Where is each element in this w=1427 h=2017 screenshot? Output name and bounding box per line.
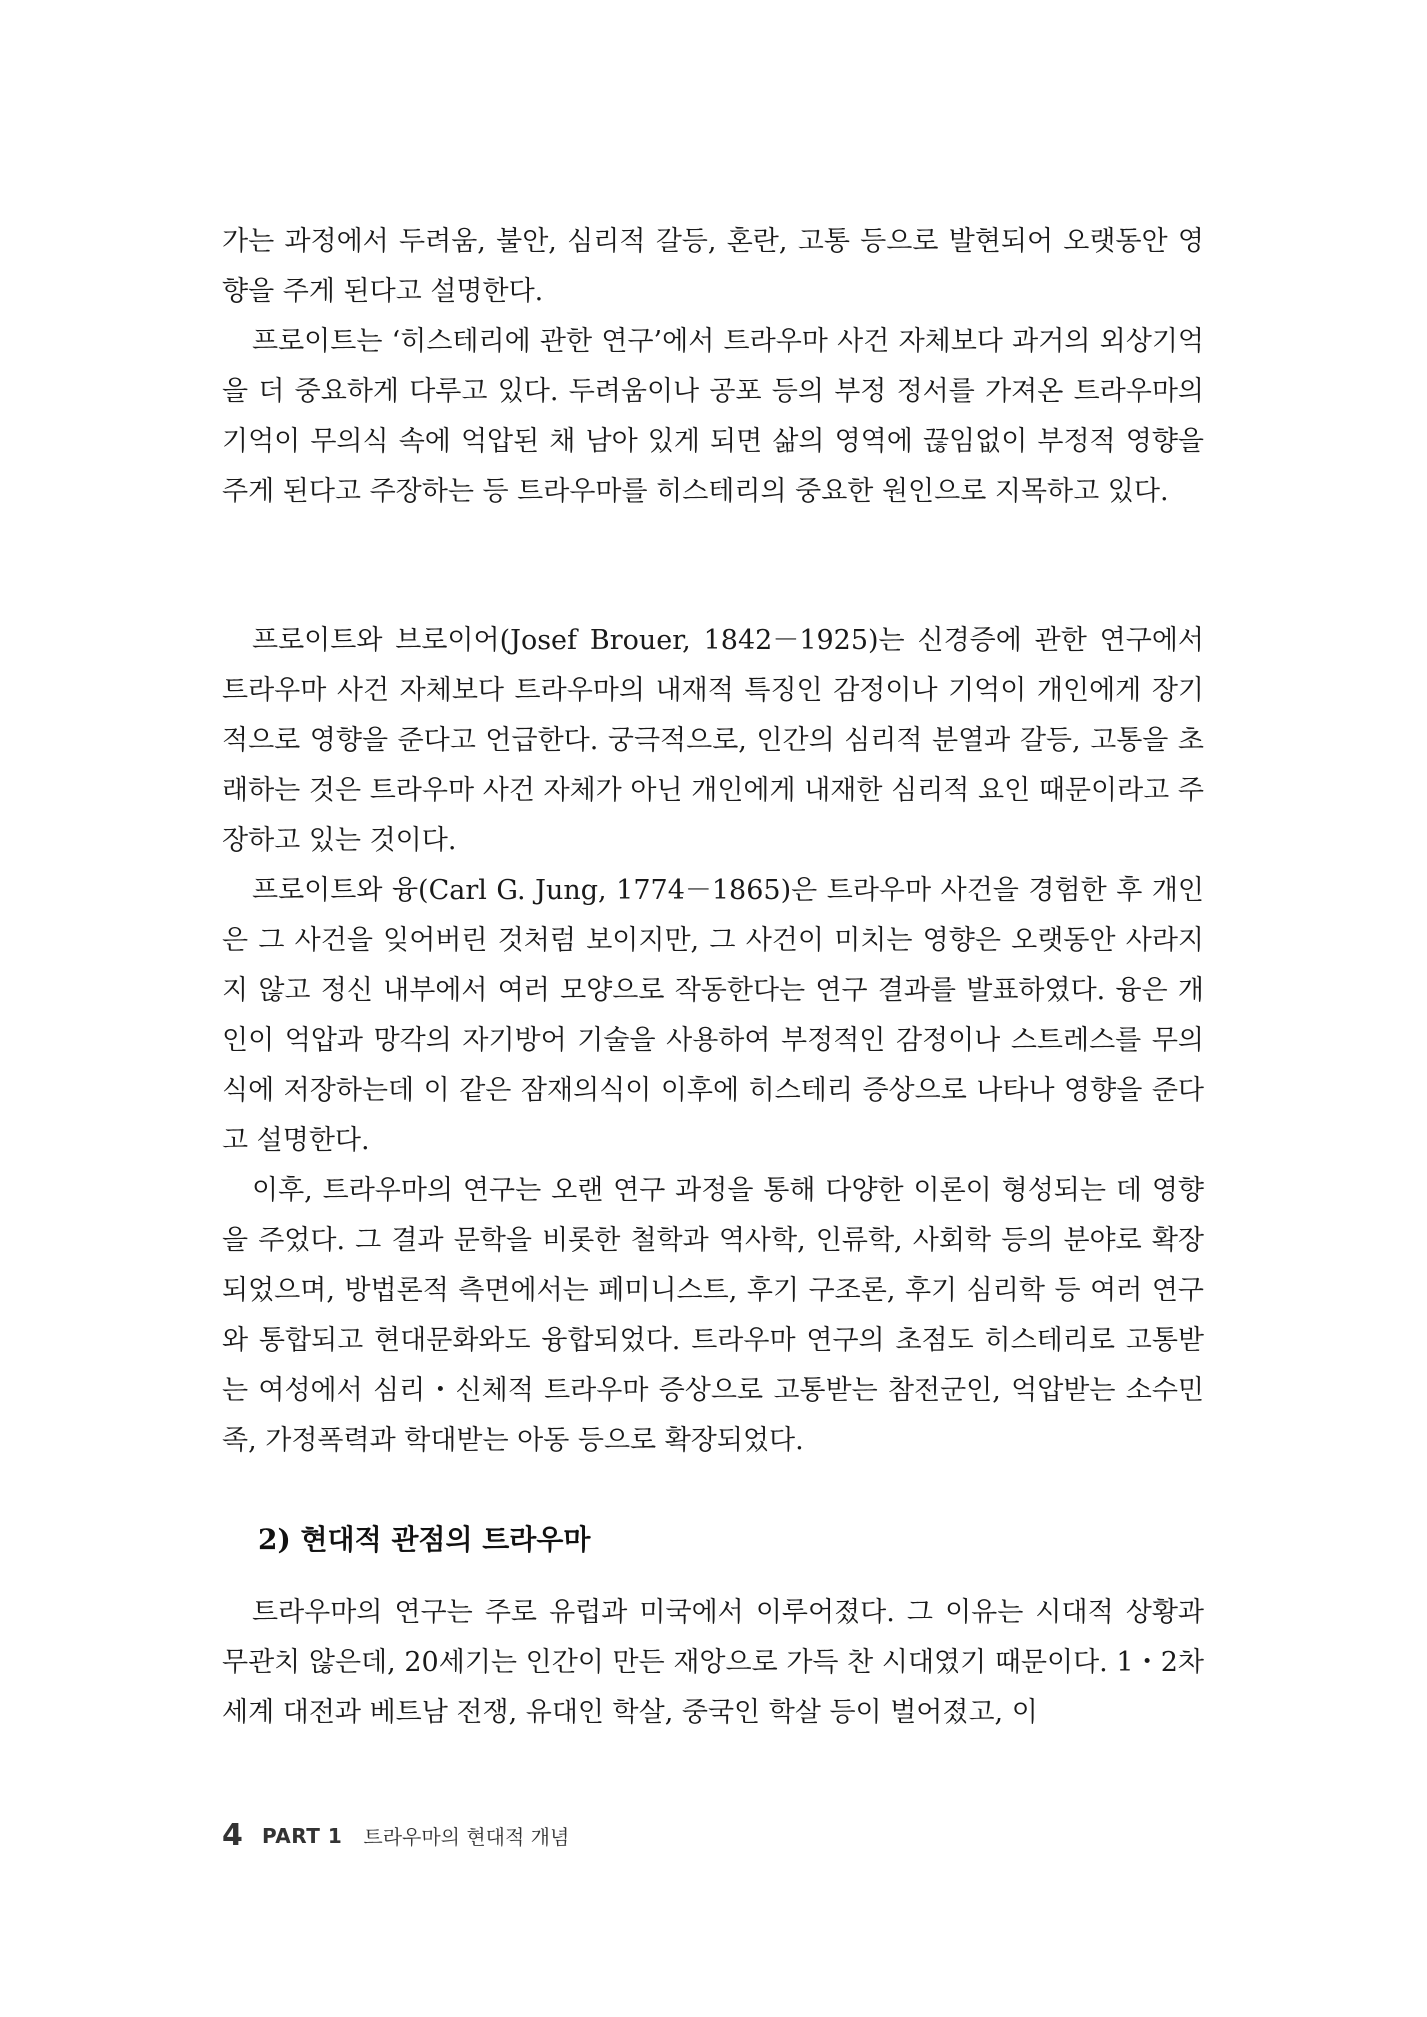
body-text-block-1 — [222, 217, 1204, 517]
paragraph: 프로이트와 브로이어(Josef Brouer, 1842－1925)는 신경증에 관한 연구에서 트라우마 사건 자체보다 트라우마의 내재적 특징인 감정이나 기억이 개인에게 장기적으로 영향을 준다고 언급한다. 궁극적으로, 인간의 심리적 분열과 갈등, 고통을 초래하는 것은 트라우마 사건 자체가 아닌 개인에게 내재한 심리적 요인 때문이라고 주장하고 있는 것이다. — [222, 625, 1204, 856]
page-footer — [222, 1818, 569, 1853]
section-heading: 2) 현대적 관점의 트라우마 — [258, 1523, 591, 1556]
chapter-title: 트라우마의 현대적 개념 — [363, 1825, 570, 1849]
part-label: PART 1 — [261, 1823, 343, 1848]
paragraph: 가는 과정에서 두려움, 불안, 심리적 갈등, 혼란, 고통 등으로 발현되어 오랫동안 영향을 주게 된다고 설명한다. — [222, 226, 1204, 307]
body-text-block-3 — [222, 1588, 1204, 1738]
paragraph: 프로이트는 ‘히스테리에 관한 연구’에서 트라우마 사건 자체보다 과거의 외상기억을 더 중요하게 다루고 있다. 두려움이나 공포 등의 부정 정서를 가져온 트라우마의 기억이 무의식 속에 억압된 채 남아 있게 되면 삶의 영역에 끊임없이 부정적 영향을 주게 된다고 주장하는 등 트라우마를 히스테리의 중요한 원인으로 지목하고 있다. — [222, 326, 1204, 507]
paragraph: 프로이트와 융(Carl G. Jung, 1774－1865)은 트라우마 사건을 경험한 후 개인은 그 사건을 잊어버린 것처럼 보이지만, 그 사건이 미치는 영향은 오랫동안 사라지지 않고 정신 내부에서 여러 모양으로 작동한다는 연구 결과를 발표하였다. 융은 개인이 억압과 망각의 자기방어 기술을 사용하여 부정적인 감정이나 스트레스를 무의식에 저장하는데 이 같은 잠재의식이 이후에 히스테리 증상으로 나타나 영향을 준다고 설명한다. — [222, 875, 1204, 1156]
paragraph: 이후, 트라우마의 연구는 오랜 연구 과정을 통해 다양한 이론이 형성되는 데 영향을 주었다. 그 결과 문학을 비롯한 철학과 역사학, 인류학, 사회학 등의 분야로 확장되었으며, 방법론적 측면에서는 페미니스트, 후기 구조론, 후기 심리학 등 여러 연구와 통합되고 현대문화와도 융합되었다. 트라우마 연구의 초점도 히스테리로 고통받는 여성에서 심리・신체적 트라우마 증상으로 고통받는 참전군인, 억압받는 소수민족, 가정폭력과 학대받는 아동 등으로 확장되었다. — [222, 1175, 1204, 1456]
page-number: 4 — [222, 1818, 243, 1853]
body-text-block-2 — [222, 616, 1204, 1466]
paragraph: 트라우마의 연구는 주로 유럽과 미국에서 이루어졌다. 그 이유는 시대적 상황과 무관치 않은데, 20세기는 인간이 만든 재앙으로 가득 찬 시대였기 때문이다. 1・2차 세계 대전과 베트남 전쟁, 유대인 학살, 중국인 학살 등이 벌어졌고, 이 — [222, 1597, 1204, 1728]
